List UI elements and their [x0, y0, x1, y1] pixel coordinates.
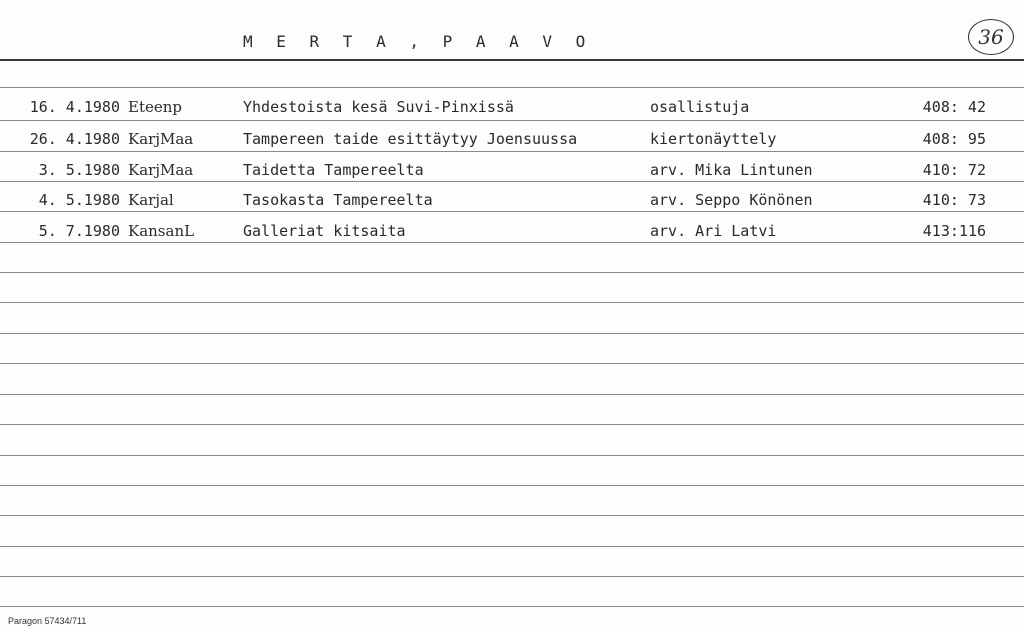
- entry-title: Yhdestoista kesä Suvi-Pinxissä: [243, 98, 514, 116]
- entry-date: 5. 7.1980: [38, 222, 120, 240]
- printer-footer: Paragon 57434/711: [8, 616, 87, 626]
- entry-type: arv. Ari Latvi: [650, 222, 777, 240]
- ruled-line: [0, 424, 1024, 425]
- ruled-line: [0, 394, 1024, 395]
- entry-type: osallistuja: [650, 98, 750, 116]
- entry-ref: 408: 95: [922, 130, 986, 148]
- card-heading-name: M E R T A , P A A V O: [243, 32, 593, 51]
- ruled-line: [0, 515, 1024, 516]
- ruled-line: [0, 151, 1024, 152]
- entry-type: kiertonäyttely: [650, 130, 777, 148]
- ruled-line: [0, 455, 1024, 456]
- entry-ref: 408: 42: [922, 98, 986, 116]
- entry-date: 26. 4.1980: [29, 130, 120, 148]
- header-rule: [0, 59, 1024, 61]
- entry-type: arv. Seppo Könönen: [650, 191, 813, 209]
- entry-ref: 413:116: [922, 222, 986, 240]
- entry-date: 3. 5.1980: [38, 161, 120, 179]
- card-number-circled: 36: [968, 19, 1014, 55]
- ruled-line: [0, 272, 1024, 273]
- entry-title: Tampereen taide esittäytyy Joensuussa: [243, 130, 578, 148]
- ruled-line: [0, 363, 1024, 364]
- ruled-line: [0, 181, 1024, 182]
- entry-title: Taidetta Tampereelta: [243, 161, 424, 179]
- entry-paper: KarjMaa: [128, 130, 194, 148]
- entry-title: Tasokasta Tampereelta: [243, 191, 433, 209]
- entry-paper: KarjMaa: [128, 161, 194, 179]
- ruled-line: [0, 606, 1024, 607]
- entry-ref: 410: 73: [922, 191, 986, 209]
- ruled-line: [0, 120, 1024, 121]
- ruled-line: [0, 87, 1024, 88]
- entry-date: 4. 5.1980: [38, 191, 120, 209]
- entry-date: 16. 4.1980: [29, 98, 120, 116]
- ruled-line: [0, 546, 1024, 547]
- entry-paper: KansanL: [128, 222, 195, 240]
- ruled-line: [0, 576, 1024, 577]
- entry-ref: 410: 72: [922, 161, 986, 179]
- entry-type: arv. Mika Lintunen: [650, 161, 813, 179]
- entry-paper: Karjal: [128, 191, 174, 209]
- ruled-line: [0, 242, 1024, 243]
- ruled-line: [0, 485, 1024, 486]
- entry-title: Galleriat kitsaita: [243, 222, 406, 240]
- ruled-line: [0, 211, 1024, 212]
- entry-row: [0, 98, 1024, 122]
- entry-paper: Eteenp: [128, 98, 182, 116]
- ruled-line: [0, 333, 1024, 334]
- ruled-line: [0, 302, 1024, 303]
